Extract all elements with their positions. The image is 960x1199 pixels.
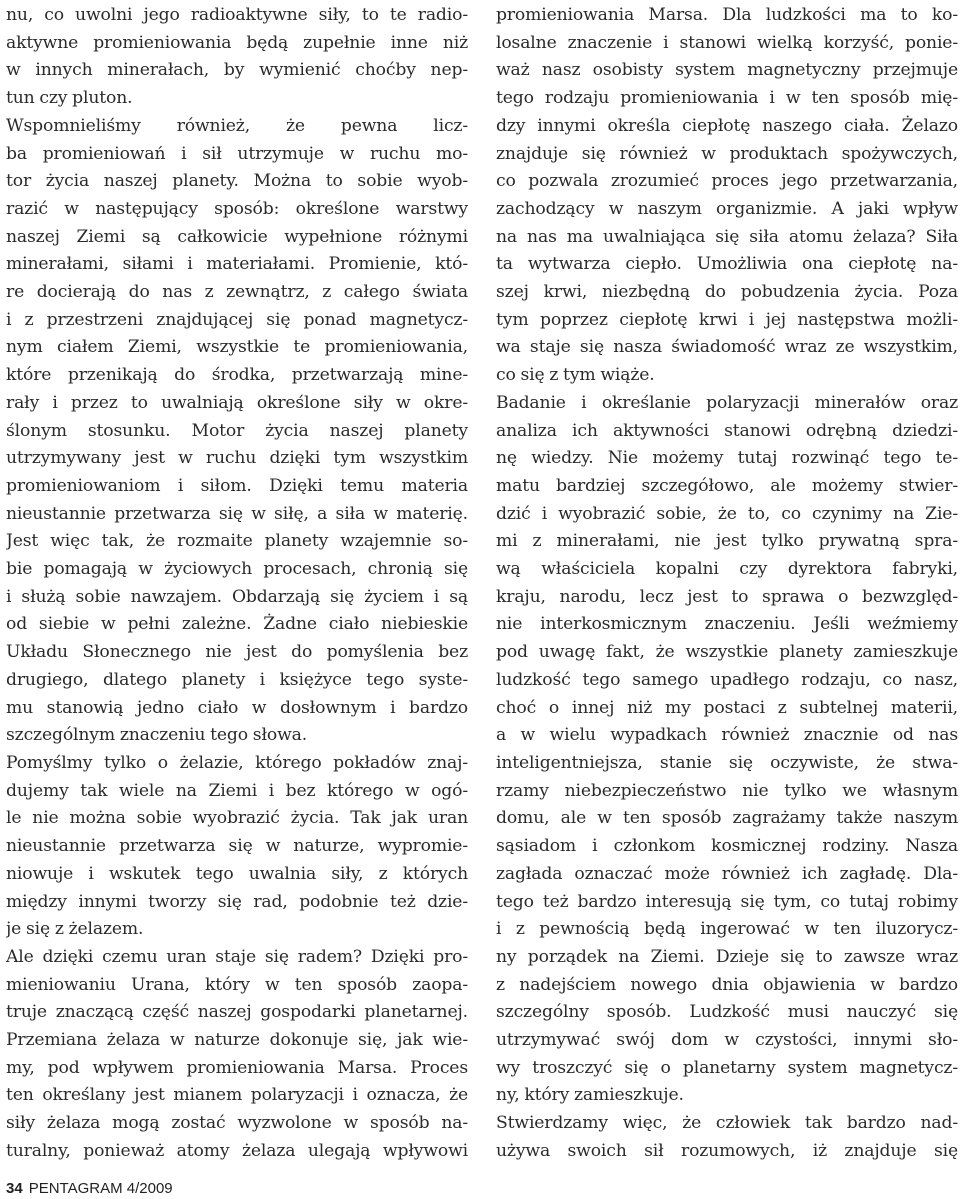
text-line: niowuje i wskutek tego uwalnia siły, z których <box>6 863 468 884</box>
text-line: mu stanowią jedno ciało w dosłownym i bardzo <box>6 697 468 718</box>
paragraph <box>496 1110 958 1165</box>
text-line: co pozwala zrozumieć proces jego przetwarzania, <box>496 171 958 192</box>
text-line: analiza ich aktywności stanowi odrębną dziedzi- <box>496 420 958 441</box>
text-line: nę wiedzy. Nie możemy tutaj rozwinąć tego te- <box>496 448 958 469</box>
text-line: Układu Słonecznego nie jest do pomyślenia bez <box>6 642 468 663</box>
text-line: mi z minerałami, nie jest tylko prywatną spra- <box>496 531 958 552</box>
text-line: nie interkosmicznym znaczeniu. Jeśli weźmiemy <box>496 614 958 635</box>
text-line: utrzymywany jest w ruchu dzięki tym wszystkim <box>6 448 468 469</box>
text-line: drugiego, dlatego planety i księżyce tego syste- <box>6 669 468 690</box>
text-line: sąsiadom i członkom kosmicznej rodziny. Nasza <box>496 836 958 857</box>
text-line: szczególnym znaczeniu tego słowa. <box>6 725 308 746</box>
text-line: inteligentniejsza, stanie się oczywiste, że stwa- <box>496 752 958 773</box>
text-line: wa staje się nasza świadomość wraz ze wszystkim, <box>496 337 958 358</box>
text-line: tor życia naszej planety. Można to sobie wyob- <box>6 171 468 192</box>
text-line: turalny, ponieważ atomy żelaza ulegają wpływowi <box>6 1140 468 1161</box>
text-line: dujemy tak wiele na Ziemi i bez którego w ogó- <box>6 780 468 801</box>
text-line: choć o innej niż my postaci z subtelnej materii, <box>496 697 958 718</box>
text-line: dzić i wyobrazić sobie, że to, co czynimy na Zie- <box>496 503 958 524</box>
text-line: nu, co uwolni jego radioaktywne siły, to te radio- <box>6 5 468 25</box>
text-line: zachodzący w naszym organizmie. A jaki wpływ <box>496 198 958 219</box>
text-line: losalne znaczenie i stanowi wielką korzyść, ponie- <box>496 32 958 53</box>
text-line: matu bardziej szczegółowo, ale możemy stwier- <box>496 475 958 496</box>
text-line: ny porządek na Ziemi. Dzieje się to zawsze wraz <box>496 946 958 967</box>
text-line: mieniowaniu Urana, który w ten sposób zaopa- <box>6 974 468 995</box>
text-line: co się z tym wiąże. <box>496 365 655 386</box>
text-line: my, pod wpływem promieniowania Marsa. Proces <box>6 1057 468 1078</box>
text-line: ba promieniowań i sił utrzymuje w ruchu mo- <box>6 143 468 164</box>
text-line: wą właściciela kopalni czy dyrektora fabryki, <box>496 559 958 580</box>
text-line: ten określany jest mianem polaryzacji i oznacza, że <box>6 1085 468 1106</box>
page-footer <box>6 1180 173 1198</box>
text-line: aktywne promieniowania będą zupełnie inne niż <box>6 32 468 53</box>
text-line: Przemiana żelaza w naturze dokonuje się, jak wie- <box>6 1030 468 1051</box>
text-line: i z pewnością będą ingerować w ten iluzorycz- <box>496 919 958 940</box>
text-line: dzy innymi określa ciepłotę naszego ciała. Żelazo <box>496 115 958 136</box>
text-line: promieniowaniom i siłom. Dzięki temu materia <box>6 475 468 496</box>
text-line: między innymi tworzy się rad, podobnie też dzie- <box>6 891 468 912</box>
text-line: tym poprzez ciepłotę krwi i jej następstwa możli- <box>496 309 958 330</box>
text-line: szczególny sposób. Ludzkość musi nauczyć się <box>496 1002 958 1023</box>
text-line: bie pomagają w życiowych procesach, chronią się <box>6 559 468 580</box>
text-line: ny, który zamieszkuje. <box>496 1085 684 1106</box>
paragraph <box>496 2 958 390</box>
text-line: od siebie w pełni zależne. Żadne ciało niebieskie <box>6 614 468 635</box>
text-line: na nas ma uwalniająca się siła atomu żelaza? Siła <box>496 226 958 247</box>
text-line: utrzymywać swój dom w czystości, innymi sło- <box>496 1030 958 1051</box>
text-line: z nadejściem nowego dnia objawienia w bardzo <box>496 974 958 995</box>
text-line: wy troszczyć się o planetarny system magnetycz- <box>496 1057 958 1078</box>
text-line: a w wielu wypadkach również znacznie od nas <box>496 725 958 746</box>
text-line: le nie można sobie wyobrazić życia. Tak jak uran <box>6 808 468 829</box>
text-line: rały i przez to uwalniają określone siły w okre- <box>6 392 468 413</box>
left-text-column <box>6 2 468 1166</box>
paragraph <box>6 750 468 944</box>
text-line: ślonym stosunku. Motor życia naszej planety <box>6 420 468 441</box>
text-line: minerałami, siłami i materiałami. Promienie, któ- <box>6 254 468 275</box>
text-line: razić w następujący sposób: określone warstwy <box>6 198 468 219</box>
text-line: pod uwagę fakt, że wszystkie planety zamieszkuje <box>496 642 958 663</box>
page-number: 34 <box>6 1180 23 1197</box>
text-line: siły żelaza mogą zostać wyzwolone w sposób na- <box>6 1113 468 1134</box>
text-line: nieustannie przetwarza się w siłę, a siła w materię. <box>6 503 468 524</box>
text-line: znajduje się również w produktach spożywczych, <box>496 143 958 164</box>
text-line: truje znaczącą część naszej gospodarki planetarnej. <box>6 1002 468 1023</box>
text-line: używa swoich sił rozumowych, iż znajduje się <box>496 1140 958 1161</box>
text-line: Badanie i określanie polaryzacji minerałów oraz <box>496 392 958 413</box>
text-line: Ale dzięki czemu uran staje się radem? Dzięki pro- <box>6 946 468 967</box>
text-line: które przenikają do środka, przetwarzają mine- <box>6 365 468 386</box>
text-line: ludzkość tego samego upadłego rodzaju, co nasz, <box>496 669 958 690</box>
text-line: nym ciałem Ziemi, wszystkie te promieniowania, <box>6 337 468 358</box>
right-text-column <box>496 2 958 1166</box>
text-line: kraju, narodu, lecz jest to sprawa o bezwzględ- <box>496 586 958 607</box>
text-line: tun czy pluton. <box>6 88 133 109</box>
text-line: szej krwi, niezbędną do pobudzenia życia. Poza <box>496 282 958 303</box>
text-line: waż nasz osobisty system magnetyczny przejmuje <box>496 60 958 81</box>
text-line: Jest więc tak, że rozmaite planety wzajemnie so- <box>6 531 468 552</box>
text-line: zagłada oznaczać może również ich zagładę. Dla- <box>496 863 958 884</box>
text-line: je się z żelazem. <box>6 919 144 940</box>
text-line: tego rodzaju promieniowania i w ten sposób mię- <box>496 88 958 109</box>
text-line: promieniowania Marsa. Dla ludzkości ma to ko- <box>496 5 958 25</box>
paragraph <box>6 2 468 113</box>
paragraph <box>6 944 468 1166</box>
paragraph <box>6 113 468 750</box>
text-line: domu, ale w ten sposób zagrażamy także naszym <box>496 808 958 829</box>
text-line: tego też bardzo interesują się tym, co tutaj robimy <box>496 891 958 912</box>
text-line: ta wytwarza ciepło. Umożliwia ona ciepłotę na- <box>496 254 958 275</box>
text-line: i służą sobie nawzajem. Obdarzają się życiem i są <box>6 586 468 607</box>
publication-title: PENTAGRAM 4/2009 <box>28 1180 173 1197</box>
text-line: w innych minerałach, by wymienić choćby nep- <box>6 60 468 81</box>
text-line: Wspomnieliśmy również, że pewna licz- <box>6 115 468 136</box>
text-line: nieustannie przetwarza się w naturze, wypromie- <box>6 836 468 857</box>
text-line: re docierają do nas z zewnątrz, z całego świata <box>6 282 468 303</box>
text-line: Stwierdzamy więc, że człowiek tak bardzo nad- <box>496 1113 958 1134</box>
text-line: i z przestrzeni znajdującej się ponad magnetycz- <box>6 309 468 330</box>
text-line: naszej Ziemi są całkowicie wypełnione różnymi <box>6 226 468 247</box>
text-line: rzamy niebezpieczeństwo nie tylko we własnym <box>496 780 958 801</box>
text-line: Pomyślmy tylko o żelazie, którego pokładów znaj- <box>6 752 468 773</box>
paragraph <box>496 390 958 1110</box>
